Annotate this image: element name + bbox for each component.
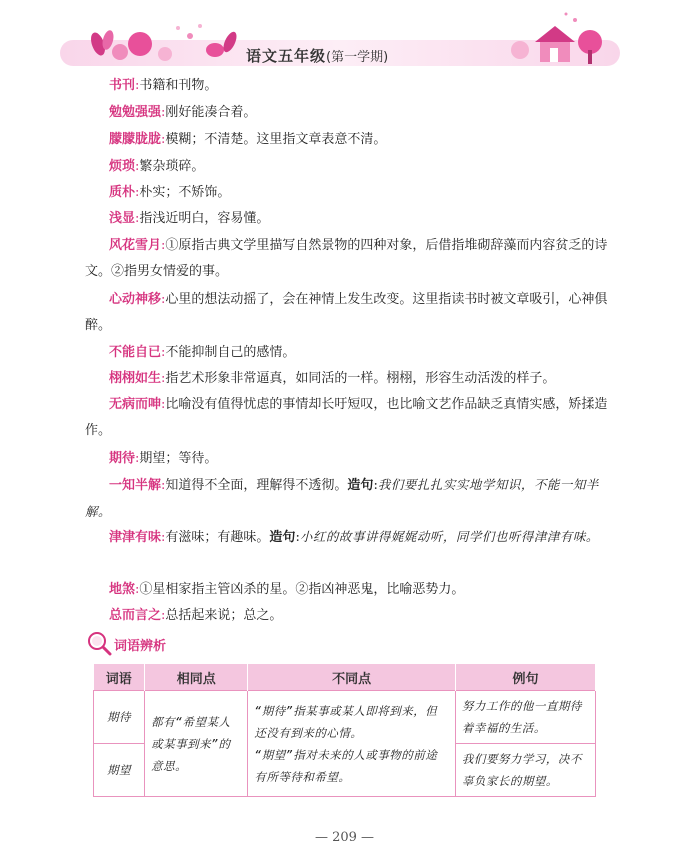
vocab-term: 风花雪月 — [109, 238, 162, 253]
vocab-definition: 指浅近明白，容易懂。 — [139, 211, 270, 226]
vocab-term: 烦琐 — [109, 159, 136, 174]
vocab-entry: 不能自已:不能抑制自己的感情。 — [109, 345, 296, 360]
vocab-term: 无病而呻 — [109, 397, 162, 412]
vocab-definition: ①原指古典文学里描写自然景物的四种对象，后借指堆砌辞藻而内容贫乏的诗文。②指男女情爱的事。 — [85, 238, 608, 279]
vocab-definition: 书籍和刊物。 — [139, 78, 218, 93]
vocab-entry: 一知半解:知道得不全面，理解得不透彻。造句:我们要扎扎实实地学知识，不能一知半解。 — [85, 477, 599, 519]
example-label: 造句 — [347, 478, 374, 493]
page-number: — 209 — — [314, 830, 375, 845]
vocab-entry: 栩栩如生:指艺术形象非常逼真，如同活的一样。栩栩，形容生动活泼的样子。 — [109, 371, 556, 386]
vocab-entry: 心动神移:心里的想法动摇了，会在神情上发生改变。这里指读书时被文章吸引，心神俱醉。 — [85, 292, 608, 333]
vocab-term: 一知半解 — [109, 478, 162, 493]
table-cell-example: 努力工作的他一直期待着幸福的生活。 — [455, 691, 595, 744]
vocab-term: 不能自已 — [109, 345, 162, 360]
vocab-term: 栩栩如生 — [109, 371, 162, 386]
example-sentence: 小红的故事讲得娓娓动听，同学们也听得津津有味。 — [299, 529, 599, 544]
example-sentence: 我们要扎扎实实地学知识，不能一知半解。 — [85, 477, 599, 519]
vocab-entry: 期待:期望；等待。 — [109, 451, 218, 466]
vocab-term: 浅显 — [109, 211, 136, 226]
table-cell-word: 期望 — [94, 744, 145, 797]
vocab-entry: 浅显:指浅近明白，容易懂。 — [109, 211, 270, 226]
vocab-definition: 朴实；不矫饰。 — [139, 185, 231, 200]
column-header: 词语 — [94, 664, 145, 691]
vocab-definition: 指艺术形象非常逼真，如同活的一样。栩栩，形容生动活泼的样子。 — [165, 371, 556, 386]
vocab-term: 地煞 — [109, 582, 136, 597]
vocab-definition: 知道得不全面，理解得不透彻。 — [165, 478, 348, 493]
magnifier-icon — [86, 630, 112, 656]
vocab-term: 朦朦胧胧 — [109, 132, 162, 147]
book-title: 语文五年级(第一学期) — [246, 47, 389, 65]
vocab-definition: 繁杂琐碎。 — [139, 159, 205, 174]
vocab-term: 津津有味 — [109, 530, 162, 545]
vocab-entry: 朦朦胧胧:模糊；不清楚。这里指文章表意不清。 — [109, 132, 387, 147]
vocab-entry: 书刊:书籍和刊物。 — [109, 78, 218, 93]
page-header — [0, 0, 689, 72]
vocab-definition: 总括起来说；总之。 — [165, 608, 283, 623]
table-row — [94, 691, 596, 744]
table-header-row — [94, 664, 596, 691]
vocab-definition: 模糊；不清楚。这里指文章表意不清。 — [165, 132, 387, 147]
vocab-entry: 烦琐:繁杂琐碎。 — [109, 159, 205, 174]
example-label: 造句 — [269, 530, 296, 545]
table-cell-example: 我们要努力学习，决不辜负家长的期望。 — [455, 744, 595, 797]
comparison-table — [93, 664, 596, 797]
vocab-entry: 总而言之:总括起来说；总之。 — [109, 608, 283, 623]
vocab-entry: 勉勉强强:刚好能凑合着。 — [109, 105, 257, 120]
vocab-definition: 心里的想法动摇了，会在神情上发生改变。这里指读书时被文章吸引，心神俱醉。 — [85, 292, 608, 333]
vocab-term: 书刊 — [109, 78, 136, 93]
vocab-definition: ①星相家指主管凶杀的星。②指凶神恶鬼，比喻恶势力。 — [139, 582, 465, 597]
vocab-term: 期待 — [109, 451, 136, 466]
vocab-definition: 期望；等待。 — [139, 451, 218, 466]
vocab-definition: 刚好能凑合着。 — [165, 105, 257, 120]
vocab-term: 勉勉强强 — [109, 105, 162, 120]
table-cell-same: 都有“希望某人或某事到来”的意思。 — [145, 691, 248, 797]
section-title: 词语辨析 — [114, 639, 167, 654]
vocab-term: 质朴 — [109, 185, 136, 200]
diff-text: “期望”指对未来的人或事物的前途有所等待和希望。 — [254, 747, 438, 784]
vocab-definition: 比喻没有值得忧虑的事情却长吁短叹，也比喻文艺作品缺乏真情实感，矫揉造作。 — [85, 397, 608, 438]
vocab-term: 心动神移 — [109, 292, 162, 307]
vocab-entry: 风花雪月:①原指古典文学里描写自然景物的四种对象，后借指堆砌辞藻而内容贫乏的诗文。②指男女情爱的事。 — [85, 238, 608, 279]
column-header: 不同点 — [248, 664, 456, 691]
vocab-definition: 有滋味；有趣味。 — [165, 530, 270, 545]
column-header: 相同点 — [145, 664, 248, 691]
vocab-entry: 无病而呻:比喻没有值得忧虑的事情却长吁短叹，也比喻文艺作品缺乏真情实感，矫揉造作。 — [85, 397, 608, 438]
house-decoration-right — [511, 13, 602, 65]
table-cell-diff — [248, 691, 456, 797]
vocab-definition: 不能抑制自己的感情。 — [165, 345, 296, 360]
vocab-entry: 津津有味:有滋味；有趣味。造句:小红的故事讲得娓娓动听，同学们也听得津津有味。 — [109, 529, 599, 545]
vocab-entry: 质朴:朴实；不矫饰。 — [109, 185, 231, 200]
vocab-entry: 地煞:①星相家指主管凶杀的星。②指凶神恶鬼，比喻恶势力。 — [109, 582, 465, 597]
table-cell-word: 期待 — [94, 691, 145, 744]
column-header: 例句 — [455, 664, 595, 691]
vocab-term: 总而言之 — [109, 608, 162, 623]
diff-text: “期待”指某事或某人即将到来，但还没有到来的心情。 — [254, 703, 438, 740]
